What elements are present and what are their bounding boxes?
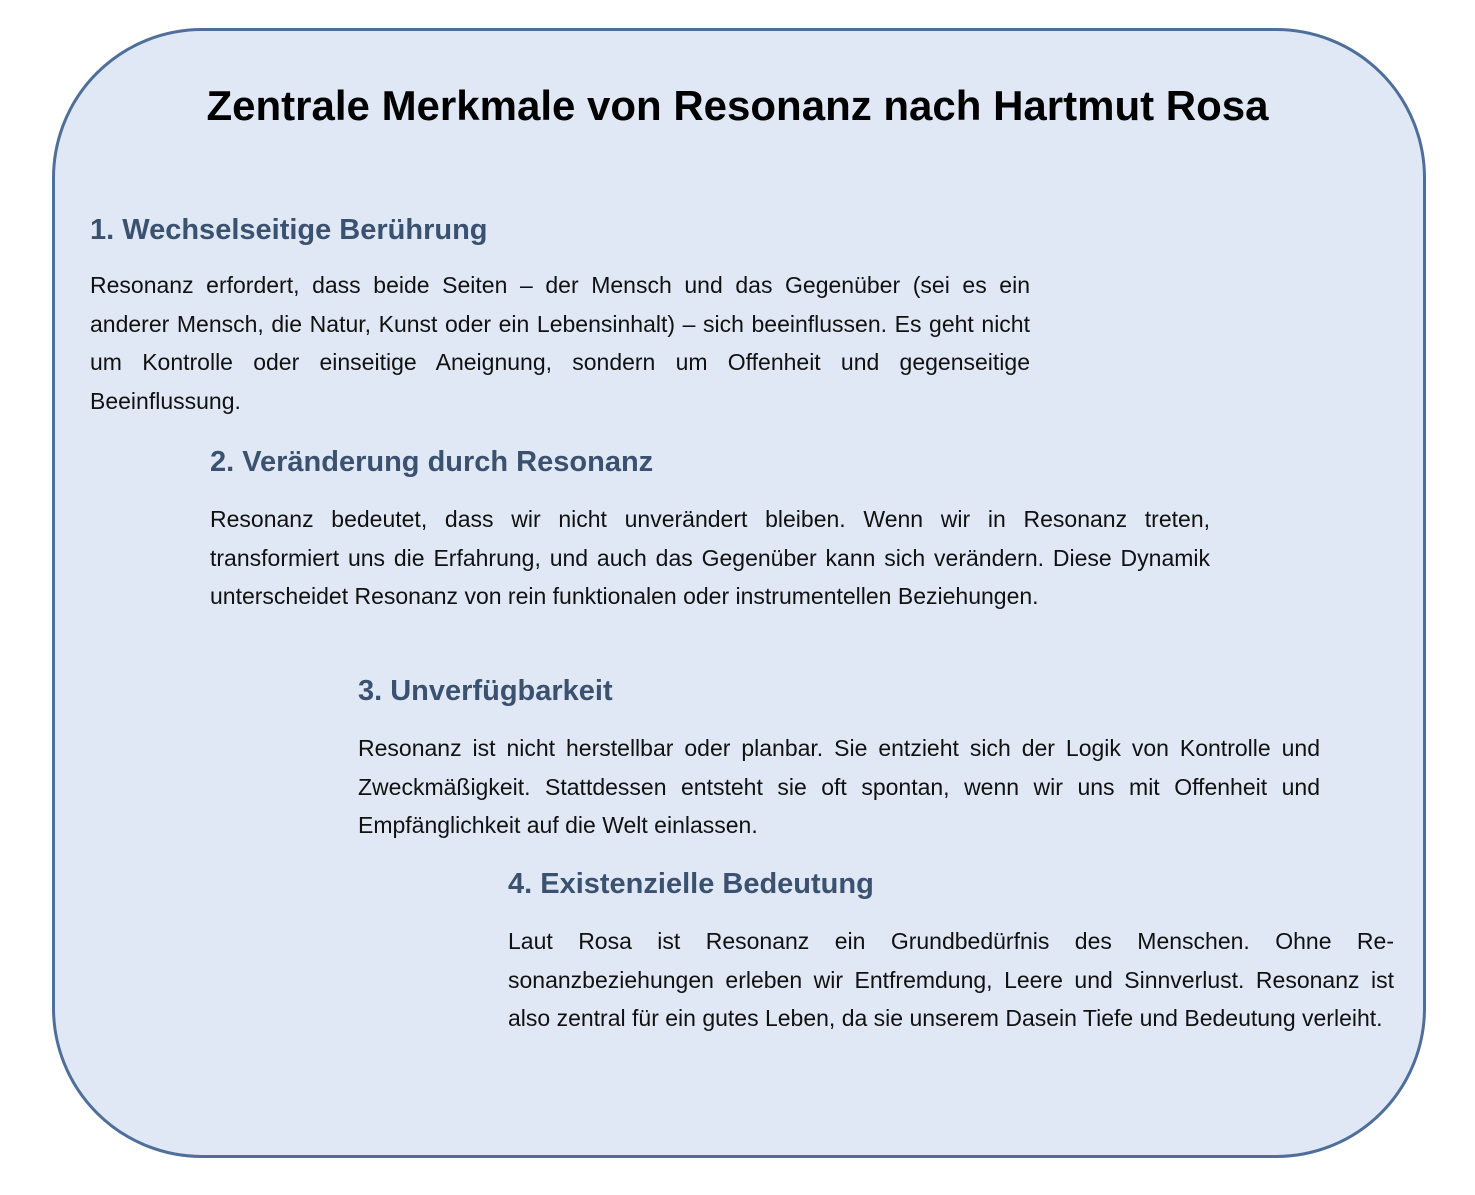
section-unverfuegbarkeit (358, 673, 1320, 845)
section-body: Resonanz ist nicht herstellbar oder planbar. Sie entzieht sich der Logik von Kontrolle und Zweckmäßigkeit. Stattdessen entsteht sie oft spontan, wenn wir uns mit Offenheit und Empfänglichkeit auf die Welt einlassen. (358, 735, 1320, 839)
section-wechselseitige-beruehrung (90, 212, 1030, 420)
section-heading: 1. Wechselseitige Berührung (90, 214, 488, 246)
section-heading: 2. Veränderung durch Resonanz (210, 446, 654, 478)
section-body: Laut Rosa ist Resonanz ein Grundbedürfnis des Menschen. Ohne Resonanzbeziehungen erleben wir Entfremdung, Leere und Sinnverlust. Resonanz ist also zentral für ein gutes Leben, da sie unserem Dasein Tiefe und Bedeutung verleiht. (508, 928, 1394, 1032)
section-heading: 3. Unverfügbarkeit (358, 675, 613, 707)
section-body: Resonanz bedeutet, dass wir nicht unverändert bleiben. Wenn wir in Resonanz treten, transformiert uns die Erfahrung, und auch das Gegenüber kann sich verändern. Diese Dynamik unterscheidet Resonanz von rein funktionalen oder instrumentellen Beziehungen. (210, 506, 1210, 610)
section-veraenderung (210, 444, 1210, 616)
page-title: Zentrale Merkmale von Resonanz nach Hartmut Rosa (206, 82, 1269, 129)
section-existenzielle-bedeutung (508, 866, 1394, 1038)
section-body: Resonanz erfordert, dass beide Seiten – der Mensch und das Gegenüber (sei es ein anderer Mensch, die Natur, Kunst oder ein Lebensinhalt) – sich beeinflussen. Es geht nicht um Kontrolle oder einseitige Aneignung, sondern um Offenheit und gegenseitige Beeinflussung. (90, 272, 1030, 414)
section-heading: 4. Existenzielle Bedeutung (508, 868, 874, 900)
